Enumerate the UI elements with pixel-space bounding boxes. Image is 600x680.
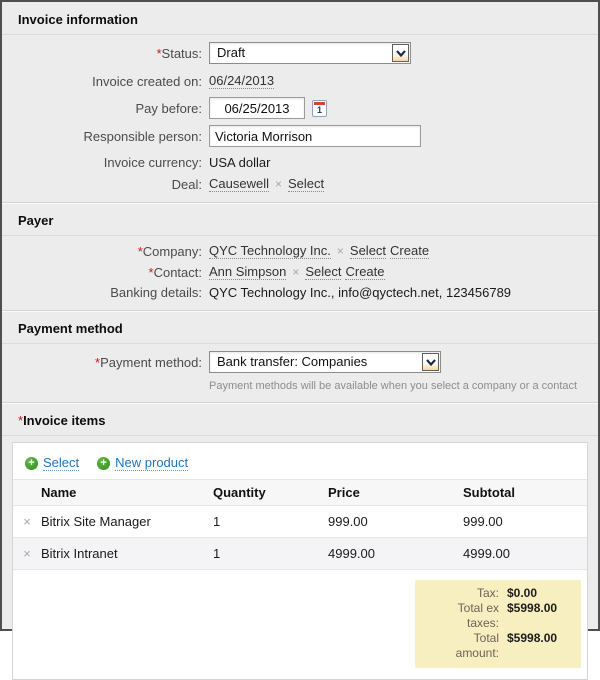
payment-method-select-value: Bank transfer: Companies — [217, 354, 368, 369]
payment-method-select[interactable] — [209, 351, 441, 373]
select-product-button[interactable] — [25, 455, 79, 471]
item-quantity: 1 — [213, 538, 328, 570]
status-label: *Status: — [156, 45, 202, 61]
contact-value-link[interactable]: Ann Simpson — [209, 264, 287, 279]
responsible-person-input[interactable] — [209, 125, 421, 147]
totals-ex-taxes-row — [427, 601, 569, 631]
item-price: 4999.00 — [328, 538, 463, 570]
item-name: Bitrix Intranet — [41, 538, 213, 570]
new-product-button[interactable] — [97, 455, 188, 471]
section-payment-method — [2, 310, 598, 402]
item-quantity: 1 — [213, 514, 221, 529]
required-marker: * — [18, 413, 24, 428]
header-remove-column — [13, 480, 41, 506]
contact-create-link[interactable]: Create — [345, 264, 385, 279]
deal-value-link[interactable]: Causewell — [209, 176, 269, 191]
item-subtotal: 999.00 — [463, 514, 503, 529]
banking-value: QYC Technology Inc., info@qyctech.net, 123456789 — [209, 285, 512, 300]
section-payer — [2, 202, 598, 310]
created-on-label: Invoice created on: — [92, 73, 202, 89]
item-name: Bitrix Site Manager — [41, 514, 151, 529]
section-invoice-items — [2, 402, 598, 680]
total-ex-taxes-value: $5998.00 — [507, 601, 558, 615]
pay-before-input[interactable] — [209, 97, 305, 119]
totals-amount-row — [427, 631, 569, 661]
status-select-value: Draft — [217, 45, 246, 60]
header-subtotal: Subtotal — [463, 480, 587, 506]
required-marker: * — [137, 243, 143, 259]
remove-icon[interactable]: × — [336, 244, 344, 258]
company-create-link[interactable]: Create — [390, 243, 430, 258]
section-title-payment-method: Payment method — [2, 311, 598, 344]
contact-select-link[interactable]: Select — [305, 264, 342, 279]
totals-tax-row — [427, 586, 569, 601]
required-marker: * — [95, 354, 101, 370]
add-icon: + — [97, 457, 110, 470]
created-on-row — [2, 73, 598, 89]
deal-label: Deal: — [171, 176, 202, 192]
section-title-invoice-information: Invoice information — [2, 2, 598, 35]
payment-method-hint: Payment methods will be available when you select a company or a contact — [209, 380, 578, 392]
banking-label: Banking details: — [110, 285, 202, 300]
required-marker: * — [156, 45, 162, 61]
status-row — [2, 42, 598, 64]
total-amount-value: $5998.00 — [507, 631, 558, 645]
tax-label: Tax: — [476, 586, 499, 600]
currency-value: USA dollar — [209, 155, 271, 170]
calendar-icon[interactable]: 1 — [312, 100, 327, 117]
company-value-link[interactable]: QYC Technology Inc. — [209, 243, 331, 258]
header-price: Price — [328, 480, 463, 506]
invoice-items-panel — [12, 442, 588, 680]
item-subtotal: 4999.00 — [463, 538, 587, 570]
new-product-link[interactable]: New product — [115, 455, 189, 470]
banking-row — [2, 285, 598, 300]
table-row — [13, 538, 587, 570]
remove-icon[interactable]: × — [23, 514, 31, 529]
header-name: Name — [41, 480, 213, 506]
company-select-link[interactable]: Select — [349, 243, 387, 258]
header-quantity: Quantity — [213, 480, 328, 506]
deal-select-link[interactable]: Select — [288, 176, 325, 191]
company-row — [2, 243, 598, 259]
tax-value: $0.00 — [507, 586, 538, 600]
contact-row — [2, 264, 598, 280]
totals-box — [415, 580, 581, 668]
payment-method-row — [2, 351, 598, 373]
chevron-down-icon[interactable] — [392, 44, 409, 62]
total-ex-taxes-label: Total ex taxes: — [457, 601, 499, 630]
remove-icon[interactable]: × — [274, 177, 282, 191]
items-header-row — [13, 480, 587, 506]
total-amount-label: Total amount: — [455, 631, 499, 660]
add-icon: + — [25, 457, 38, 470]
remove-icon[interactable]: × — [292, 265, 300, 279]
section-invoice-information — [2, 2, 598, 202]
pay-before-row — [2, 97, 598, 119]
contact-label: *Contact: — [148, 264, 202, 280]
remove-icon[interactable]: × — [23, 546, 31, 561]
table-row — [13, 506, 587, 538]
item-price: 999.00 — [328, 514, 368, 529]
created-on-date-link[interactable]: 06/24/2013 — [209, 73, 275, 88]
required-marker: * — [148, 264, 154, 280]
responsible-label: Responsible person: — [83, 128, 202, 144]
section-title-payer: Payer — [2, 203, 598, 236]
items-table — [13, 479, 587, 570]
currency-row — [2, 155, 598, 170]
chevron-down-icon[interactable] — [422, 353, 439, 371]
responsible-row — [2, 125, 598, 147]
payment-method-label: *Payment method: — [95, 354, 202, 370]
select-product-link[interactable]: Select — [43, 455, 80, 470]
section-title-invoice-items: *Invoice items — [2, 403, 598, 436]
currency-label: Invoice currency: — [103, 155, 202, 170]
deal-row — [2, 176, 598, 192]
pay-before-label: Pay before: — [135, 100, 202, 116]
company-label: *Company: — [137, 243, 202, 259]
status-select[interactable] — [209, 42, 411, 64]
items-actions — [13, 453, 587, 479]
